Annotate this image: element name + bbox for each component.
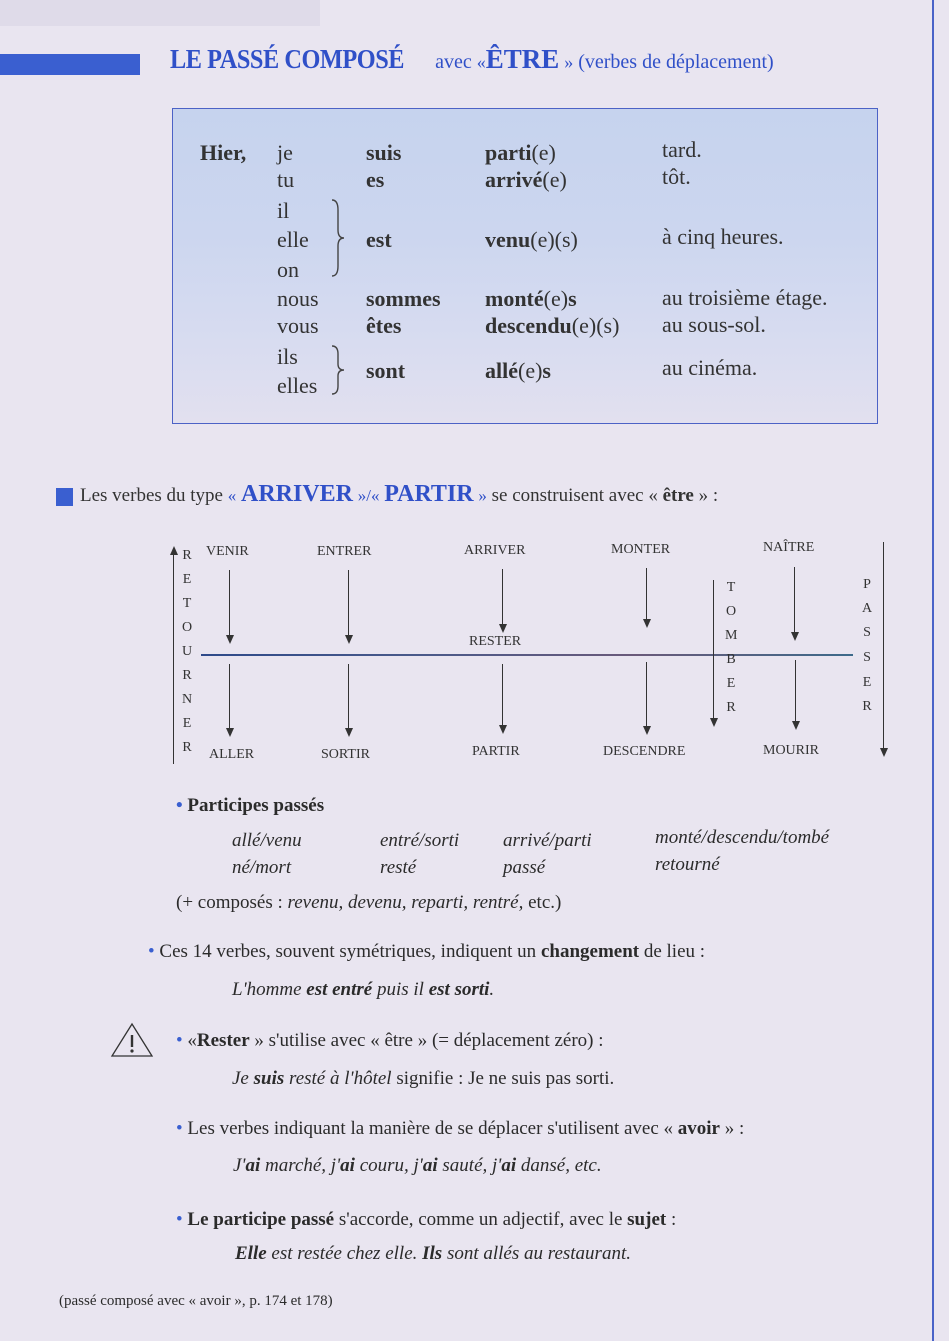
participle-venu bbox=[485, 225, 578, 254]
passer-letter: A bbox=[861, 601, 873, 616]
intro-quote: » bbox=[478, 486, 487, 505]
example-text: Je bbox=[232, 1068, 249, 1089]
zero-movement-line bbox=[201, 654, 853, 656]
verb-entrer: ENTRER bbox=[317, 544, 372, 559]
participle-plural: s bbox=[542, 358, 551, 383]
verb-partir: PARTIR bbox=[472, 744, 520, 759]
passer-letter: P bbox=[863, 577, 871, 592]
example-text: couru, j' bbox=[354, 1155, 423, 1176]
aux-sont: sont bbox=[366, 358, 406, 383]
pronoun-je: je bbox=[277, 140, 293, 165]
participle-pair: entré/sorti bbox=[380, 830, 460, 851]
example-text: L'homme bbox=[232, 979, 302, 1000]
participle-descendu bbox=[485, 311, 619, 340]
note-accord-example bbox=[235, 1243, 631, 1265]
section-square-icon bbox=[56, 488, 73, 506]
intro-verb-partir: PARTIR bbox=[384, 481, 474, 507]
top-band bbox=[0, 0, 320, 26]
intro-quote: »/« bbox=[357, 486, 380, 505]
note-text: de lieu : bbox=[643, 941, 706, 962]
warning-icon bbox=[110, 1022, 154, 1058]
note-emphasis: avoir bbox=[677, 1118, 720, 1139]
verb-rester: RESTER bbox=[469, 634, 522, 649]
retourner-letter: R bbox=[182, 740, 192, 755]
note-changement-example bbox=[232, 979, 494, 1001]
verb-naitre: NAÎTRE bbox=[763, 540, 815, 555]
note-accord bbox=[176, 1209, 676, 1231]
arrow-line bbox=[229, 570, 230, 636]
conj-lead: Hier, bbox=[200, 140, 247, 165]
participle-stem: descendu bbox=[485, 313, 572, 338]
note-text: Les verbes indiquant la manière de se déplacer s'utilisent avec « bbox=[187, 1118, 674, 1139]
participle-ending: (e) bbox=[542, 167, 567, 192]
intro-prefix: Les verbes du type bbox=[80, 485, 223, 506]
example-text: puis il bbox=[376, 979, 424, 1000]
verb-venir: VENIR bbox=[206, 544, 249, 559]
example-text: . bbox=[489, 979, 495, 1000]
example-emphasis: ai bbox=[501, 1155, 517, 1176]
participle-arrive bbox=[485, 165, 567, 194]
complement-tot: tôt. bbox=[662, 164, 691, 189]
note-changement bbox=[148, 941, 705, 963]
arrow-down-icon bbox=[226, 728, 234, 737]
intro-suffix: se construisent avec « bbox=[491, 485, 658, 506]
arrow-line bbox=[348, 664, 349, 730]
title-main: LE PASSÉ COMPOSÉ bbox=[170, 44, 405, 74]
verb-aller: ALLER bbox=[209, 747, 255, 762]
verb-monter: MONTER bbox=[611, 542, 671, 557]
arrow-down-icon bbox=[499, 725, 507, 734]
note-avoir-example bbox=[233, 1155, 602, 1177]
example-emphasis: suis bbox=[253, 1068, 285, 1089]
tomber-arrow-line bbox=[713, 580, 714, 720]
note-rester-example bbox=[232, 1068, 614, 1090]
title-quote-open: « bbox=[476, 52, 486, 72]
participle-parti bbox=[485, 138, 556, 167]
pronoun-ils: ils bbox=[277, 344, 298, 369]
retourner-letter: O bbox=[181, 620, 193, 635]
arrow-up-icon bbox=[170, 546, 178, 555]
arrow-line bbox=[502, 664, 503, 726]
title-quote-close: » bbox=[564, 52, 574, 72]
arrow-down-icon bbox=[499, 624, 507, 633]
example-emphasis: ai bbox=[340, 1155, 355, 1176]
brace-icon bbox=[330, 344, 348, 396]
bullet-icon: • bbox=[176, 1118, 183, 1139]
arrow-down-icon bbox=[880, 748, 888, 757]
example-emphasis: Elle bbox=[235, 1243, 267, 1264]
complement-tard: tard. bbox=[662, 137, 702, 162]
passer-letter: R bbox=[862, 699, 872, 714]
retourner-arrow-line bbox=[173, 552, 174, 764]
composes-list: revenu, devenu, reparti, rentré, bbox=[287, 892, 524, 913]
pronoun-tu: tu bbox=[277, 167, 295, 192]
complement-cinq-heures: à cinq heures. bbox=[662, 224, 784, 249]
verb-descendre: DESCENDRE bbox=[603, 744, 686, 759]
participle-ending: (e) bbox=[531, 140, 556, 165]
participle-alle bbox=[485, 356, 551, 385]
bullet-icon: • bbox=[176, 1209, 183, 1230]
section-intro bbox=[80, 481, 718, 508]
intro-etre: être bbox=[662, 485, 694, 506]
participle-ending: (e) bbox=[543, 286, 569, 311]
note-emphasis: sujet bbox=[627, 1209, 667, 1230]
arrow-down-icon bbox=[792, 721, 800, 730]
participle-plural: s bbox=[568, 286, 577, 311]
passer-letter: E bbox=[862, 675, 872, 690]
arrow-line bbox=[646, 662, 647, 728]
retourner-letter: E bbox=[182, 716, 192, 731]
arrow-line bbox=[229, 664, 230, 730]
composes-line bbox=[176, 892, 561, 914]
bullet-icon: • bbox=[148, 941, 155, 962]
pronoun-il: il bbox=[277, 198, 290, 223]
example-text: est restée chez elle. bbox=[271, 1243, 418, 1264]
participle-stem: arrivé bbox=[485, 167, 543, 192]
example-text: signifie : Je ne suis pas sorti. bbox=[396, 1068, 615, 1089]
arrow-line bbox=[348, 570, 349, 636]
intro-suffix: » : bbox=[698, 485, 719, 506]
pronoun-elles: elles bbox=[277, 373, 318, 398]
note-emphasis: Rester bbox=[196, 1030, 250, 1051]
page-margin-rule bbox=[932, 0, 934, 1341]
verb-sortir: SORTIR bbox=[321, 747, 370, 762]
example-text: dansé, etc. bbox=[516, 1155, 602, 1176]
example-emphasis: est entré bbox=[306, 979, 373, 1000]
participle-pair: monté/descendu/tombé bbox=[655, 827, 830, 848]
example-text: sauté, j' bbox=[437, 1155, 502, 1176]
arrow-line bbox=[646, 568, 647, 621]
note-emphasis: changement bbox=[540, 941, 640, 962]
retourner-letter: R bbox=[182, 548, 192, 563]
arrow-down-icon bbox=[791, 632, 799, 641]
retourner-letter: N bbox=[181, 692, 193, 707]
participle-monte bbox=[485, 284, 577, 313]
arrow-down-icon bbox=[345, 728, 353, 737]
participle-stem: monté bbox=[485, 286, 544, 311]
retourner-letter: R bbox=[182, 668, 192, 683]
page-title bbox=[170, 44, 774, 75]
arrow-down-icon bbox=[643, 726, 651, 735]
note-emphasis: Le participe passé bbox=[187, 1209, 335, 1230]
complement-troisieme-etage: au troisième étage. bbox=[662, 285, 828, 310]
bullet-icon: • bbox=[176, 795, 183, 816]
pronoun-elle: elle bbox=[277, 227, 309, 252]
arrow-line bbox=[795, 660, 796, 722]
title-accent-bar bbox=[0, 54, 140, 75]
note-avoir bbox=[176, 1118, 744, 1140]
retourner-letter: U bbox=[181, 644, 193, 659]
example-text: marché, j' bbox=[260, 1155, 341, 1176]
example-emphasis: Ils bbox=[422, 1243, 443, 1264]
note-rester bbox=[176, 1030, 604, 1052]
cross-reference: (passé composé avec « avoir », p. 174 et 178) bbox=[59, 1293, 333, 1309]
arrow-down-icon bbox=[345, 635, 353, 644]
pronoun-on: on bbox=[277, 257, 299, 282]
participle-pair: allé/venu bbox=[232, 830, 302, 851]
arrow-down-icon bbox=[226, 635, 234, 644]
arrow-line bbox=[794, 567, 795, 633]
verb-arriver: ARRIVER bbox=[464, 543, 526, 558]
tomber-letter: B bbox=[726, 652, 736, 667]
heading-text: Participes passés bbox=[187, 795, 325, 816]
participle-ending: (e)(s) bbox=[571, 313, 620, 338]
complement-cinema: au cinéma. bbox=[662, 355, 758, 380]
note-text: : bbox=[670, 1209, 677, 1230]
composes-suffix: etc.) bbox=[528, 892, 562, 913]
retourner-letter: T bbox=[182, 596, 192, 611]
example-text: J' bbox=[233, 1155, 246, 1176]
verb-mourir: MOURIR bbox=[763, 743, 820, 758]
participle-stem: venu bbox=[485, 227, 531, 252]
arrow-down-icon bbox=[710, 718, 718, 727]
note-text: Ces 14 verbes, souvent symétriques, indiquent un bbox=[159, 941, 537, 962]
example-emphasis: est sorti bbox=[428, 979, 490, 1000]
aux-sommes: sommes bbox=[366, 286, 441, 311]
aux-suis: suis bbox=[366, 140, 402, 165]
aux-etes: êtes bbox=[366, 313, 402, 338]
tomber-letter: T bbox=[726, 580, 736, 595]
arrow-down-icon bbox=[643, 619, 651, 628]
participle-pair: resté bbox=[380, 857, 417, 878]
title-etre: ÊTRE bbox=[485, 44, 560, 74]
example-text: sont allés au restaurant. bbox=[446, 1243, 631, 1264]
participle-pair: arrivé/parti bbox=[503, 830, 592, 851]
passer-letter: S bbox=[863, 625, 871, 640]
brace-icon bbox=[330, 198, 348, 278]
tomber-letter: R bbox=[726, 700, 736, 715]
aux-es: es bbox=[366, 167, 385, 192]
participle-stem: allé bbox=[485, 358, 518, 383]
note-text: » : bbox=[724, 1118, 745, 1139]
pronoun-vous: vous bbox=[277, 313, 319, 338]
title-subtitle: (verbes de déplacement) bbox=[578, 51, 774, 73]
example-text: resté à l'hôtel bbox=[289, 1068, 392, 1089]
participle-pair: né/mort bbox=[232, 857, 292, 878]
pronoun-nous: nous bbox=[277, 286, 319, 311]
note-text: « bbox=[187, 1030, 197, 1051]
participle-ending: (e) bbox=[518, 358, 543, 383]
composes-prefix: (+ composés : bbox=[176, 892, 283, 913]
participle-pair: passé bbox=[503, 857, 546, 878]
example-emphasis: ai bbox=[422, 1155, 438, 1176]
aux-est: est bbox=[366, 227, 392, 252]
retourner-letter: E bbox=[182, 572, 192, 587]
complement-sous-sol: au sous-sol. bbox=[662, 312, 766, 337]
tomber-letter: E bbox=[726, 676, 736, 691]
example-emphasis: ai bbox=[245, 1155, 261, 1176]
title-avec: avec bbox=[435, 51, 472, 73]
arrow-line bbox=[502, 569, 503, 625]
passer-arrow-line bbox=[883, 542, 884, 750]
intro-verb-arriver: ARRIVER bbox=[240, 481, 353, 507]
participles-heading bbox=[176, 795, 324, 817]
tomber-letter: O bbox=[725, 604, 737, 619]
passer-letter: S bbox=[863, 650, 871, 665]
participle-pair: retourné bbox=[655, 854, 720, 875]
tomber-letter: M bbox=[725, 628, 738, 643]
bullet-icon: • bbox=[176, 1030, 183, 1051]
participle-stem: parti bbox=[485, 140, 532, 165]
note-text: s'accorde, comme un adjectif, avec le bbox=[338, 1209, 623, 1230]
intro-quote: « bbox=[227, 486, 237, 505]
note-text: » s'utilise avec « être » (= déplacement zéro) : bbox=[254, 1030, 604, 1051]
participle-ending: (e)(s) bbox=[530, 227, 578, 252]
